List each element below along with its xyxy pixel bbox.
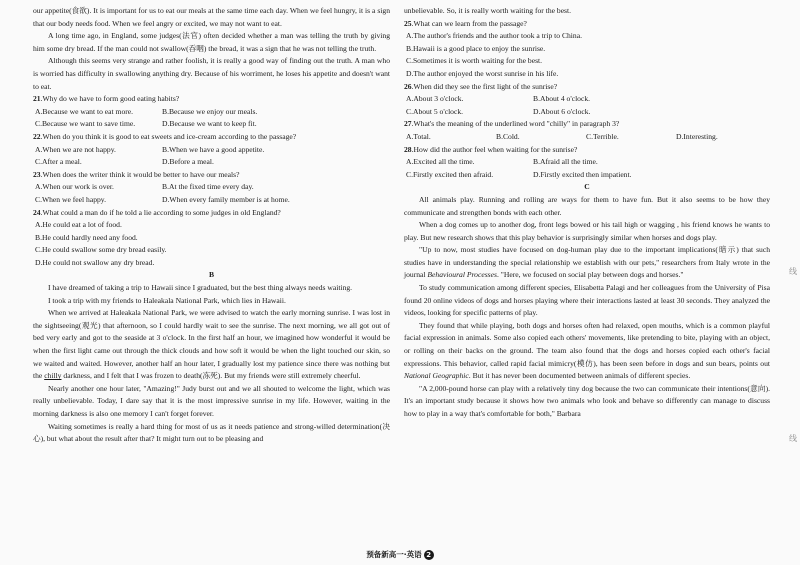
answer-options (404, 131, 770, 144)
answer-option-c[interactable]: C.Terrible. (586, 131, 619, 141)
answer-option-a[interactable]: A.Because we want to eat more. (35, 106, 134, 116)
question-number: 23 (33, 169, 41, 179)
answer-option-b[interactable]: B.Hawaii is a good place to enjoy the sunrise. (406, 43, 546, 53)
question-21 (33, 93, 390, 131)
passage-b-para-2: I took a trip with my friends to Haleakala National Park, which lies in Hawaii. (48, 295, 286, 305)
passage-c-para-1: All animals play. Running and rolling are ways for them to have fun. But it also seems to be how they communicate and strengthen bonds with each other. (404, 194, 770, 217)
answer-options (404, 93, 770, 118)
answer-options (404, 30, 770, 80)
question-28 (404, 144, 770, 182)
answer-options (33, 106, 390, 131)
answer-options (33, 219, 390, 269)
passage-c-para-5 (404, 320, 770, 383)
answer-option-c[interactable]: C.When we feel happy. (35, 194, 106, 204)
question-22 (33, 131, 390, 169)
answer-option-d[interactable]: D.Because we want to keep fit. (162, 119, 257, 129)
passage-c-para-5-end: . But it has never been documented between animals of different species. (468, 371, 691, 381)
passage-b-para-3-text: When we arrived at Haleakala National Park, we were advised to watch the early morning sunrise. I was lost in the sightseeing(观光) that afternoon, so I could hardly wait to see the sunrise. The next morning, we all got out of bed very early and got to the seaside at 3 o'clock. In the first half an hour, we imagined how wonderful it would be when the first light came out through the thick clouds and how soft it would be when the light touched our skin, so we waited and waited. However, another half an hour later, I gradually lost my patience since there was nothing but the (33, 308, 390, 381)
question-text: .What can we learn from the passage? (411, 18, 527, 28)
question-27 (404, 118, 770, 143)
question-number: 24 (33, 207, 41, 217)
journal-name: Behavioural Processes (427, 270, 497, 280)
question-number: 26 (404, 81, 412, 91)
answer-options (33, 181, 390, 206)
question-stem (33, 131, 390, 144)
answer-option-d[interactable]: D.Interesting. (676, 131, 718, 141)
question-26 (404, 81, 770, 119)
magazine-name: National Geographic (404, 371, 469, 381)
question-stem (33, 169, 390, 182)
passage-c-para-2: When a dog comes up to another dog, front legs bowed or his tail high or wagging , his friend knows he wants to play. But new research shows that this play behavior is surprisingly similar when horses and dogs play. (404, 220, 770, 242)
question-number: 28 (404, 144, 412, 154)
answer-option-b[interactable]: B.Afraid all the time. (533, 157, 598, 167)
answer-option-a[interactable]: A.Total. (406, 131, 431, 141)
question-number: 22 (33, 131, 41, 141)
footer-title: 预备新高一·英语 (366, 550, 422, 559)
answer-option-a[interactable]: A.When our work is over. (35, 182, 114, 192)
answer-option-a[interactable]: A.About 3 o'clock. (406, 94, 464, 104)
answer-option-c[interactable]: C.After a meal. (35, 157, 82, 167)
question-stem (404, 144, 770, 157)
answer-option-b[interactable]: B.At the fixed time every day. (162, 182, 254, 192)
question-text: .What could a man do if he told a lie according to some judges in old England? (40, 207, 281, 217)
right-column (404, 5, 770, 421)
question-23 (33, 169, 390, 207)
answer-option-b[interactable]: B.About 4 o'clock. (533, 94, 591, 104)
answer-option-d[interactable]: D.Before a meal. (162, 157, 214, 167)
answer-option-d[interactable]: D.He could not swallow any dry bread. (35, 257, 155, 267)
page-footer (0, 549, 800, 560)
passage-c-para-3-text: "Up to now, most studies have focused on dog-human play due to the important implications(暗示) that such studies have in understanding the special relationship we establish with our pets," researchers from Italy wrote in the journal (404, 245, 770, 280)
question-stem (33, 207, 390, 220)
question-text: .When do you think it is good to eat sweets and ice-cream according to the passage? (40, 131, 297, 141)
passage-b-para-3-end: darkness, and I felt that I was frozen to death(冻死). But my friends were still extremely cheerful. (63, 371, 361, 381)
answer-option-d[interactable]: D.When every family member is at home. (162, 194, 290, 204)
section-b-heading: B (208, 270, 215, 280)
answer-option-a[interactable]: A.The author's friends and the author took a trip to China. (406, 31, 582, 41)
passage-b-para-3 (33, 307, 390, 383)
answer-option-c[interactable]: C.Firstly excited then afraid. (406, 169, 494, 179)
answer-option-d[interactable]: D.About 6 o'clock. (533, 106, 591, 116)
answer-options (33, 144, 390, 169)
answer-option-a[interactable]: A.He could eat a lot of food. (35, 220, 122, 230)
question-number: 27 (404, 119, 412, 129)
passage-a-para-2: A long time ago, in England, some judges(法官) often decided whether a man was telling the truth by giving him some dry bread. If the man could not swallow(吞咽) the bread, it was a sign that he was not telling the truth. (33, 31, 390, 53)
left-question-list (33, 93, 390, 269)
page-number: 2 (424, 550, 434, 560)
question-stem (404, 118, 770, 131)
answer-option-b[interactable]: B.Because we enjoy our meals. (162, 106, 258, 116)
question-number: 21 (33, 94, 41, 104)
question-25 (404, 18, 770, 81)
answer-option-c[interactable]: C.He could swallow some dry bread easily. (35, 245, 167, 255)
question-number: 25 (404, 18, 412, 28)
passage-c-para-4: To study communication among different species, Elisabetta Palagi and her colleagues from the University of Pisa found 20 online videos of dogs and horses playing where their interactions lasted at least 30 seconds. They analyzed the videos, looking for specific patterns of play. (404, 283, 770, 318)
answer-option-c[interactable]: C.About 5 o'clock. (406, 106, 464, 116)
answer-option-d[interactable]: D.The author enjoyed the worst sunrise in his life. (406, 68, 559, 78)
answer-option-a[interactable]: A.When we are not happy. (35, 144, 116, 154)
passage-c-para-5-text: They found that while playing, both dogs and horses often had relaxed, open mouths, which is a common playful facial expression in animals. Some also copied each others' movements, like pretending to bite, playing with an object, or rolling on their backs on the ground. The team also found that the dogs and horses copied each other's facial expressions. This behavior, called rapid facial mimicry(模仿), has been seen before in dogs and sun bears, points out (404, 320, 770, 368)
question-stem (33, 93, 390, 106)
answer-option-b[interactable]: B.When we have a good appetite. (162, 144, 265, 154)
question-text: .When does the writer think it would be better to have our meals? (40, 169, 240, 179)
question-stem (404, 81, 770, 94)
passage-a-para-1: our appetite(食欲). It is important for us to eat our meals at the same time each day. When we feel hungry, it is a sign that our body needs food. When we feel angry or excited, we may not want to eat. (33, 6, 390, 28)
answer-option-d[interactable]: D.Firstly excited then impatient. (533, 169, 632, 179)
passage-c-para-3-end: . "Here, we focused on social play between dogs and horses." (496, 270, 684, 280)
answer-option-b[interactable]: B.He could hardly need any food. (35, 232, 138, 242)
question-text: .Why do we have to form good eating habits? (40, 94, 180, 104)
passage-c-para-6: "A 2,000-pound horse can play with a relatively tiny dog because the two can communicate their intentions(意向). It's an important study because it shows how two animals who look and behave so differently can manage to discuss how to play in a way that's comfortable for both," Barbara (404, 383, 770, 418)
answer-option-a[interactable]: A.Excited all the time. (406, 157, 475, 167)
question-text: .When did they see the first light of the sunrise? (411, 81, 558, 91)
passage-b-para-1: I have dreamed of taking a trip to Hawaii since I graduated, but the best thing always needs waiting. (48, 283, 353, 293)
answer-option-c[interactable]: C.Sometimes it is worth waiting for the best. (406, 56, 543, 66)
passage-b-para-5: Waiting sometimes is really a hard thing for most of us as it needs patience and strong-willed determination(决心), but what about the result after that? It might turn out to be pleasing and (33, 421, 390, 444)
answer-options (404, 156, 770, 181)
answer-option-c[interactable]: C.Because we want to save time. (35, 119, 136, 129)
passage-a-para-3: Although this seems very strange and rather foolish, it is really a good way of finding out the truth. A man who is worried has difficulty in swallowing anything dry. Because of his worriment, he loses his appetite and doesn't want to eat. (33, 56, 390, 91)
answer-option-b[interactable]: B.Cold. (496, 131, 520, 141)
margin-mark-2: 线 (789, 434, 797, 443)
underlined-word-chilly: chilly (44, 371, 62, 381)
question-text: .How did the author feel when waiting for the sunrise? (411, 144, 578, 154)
question-text: .What's the meaning of the underlined word "chilly" in paragraph 3? (411, 119, 620, 129)
right-question-list (404, 18, 770, 182)
left-column (33, 5, 390, 446)
section-c-heading: C (584, 182, 590, 192)
question-24 (33, 207, 390, 270)
passage-c-para-3 (404, 244, 770, 282)
question-stem (404, 18, 770, 31)
passage-b-para-6: unbelievable. So, it is really worth waiting for the best. (404, 6, 572, 15)
passage-b-para-4: Nearly another one hour later, "Amazing!" Judy burst out and we all shouted to welcome the light, which was really unbelievable. Today, I dare say that it is the most impressive sunrise in my life. However, waiting in the morning darkness is also one memory I can't forget forever. (33, 383, 390, 418)
margin-mark-1: 线 (789, 267, 797, 276)
